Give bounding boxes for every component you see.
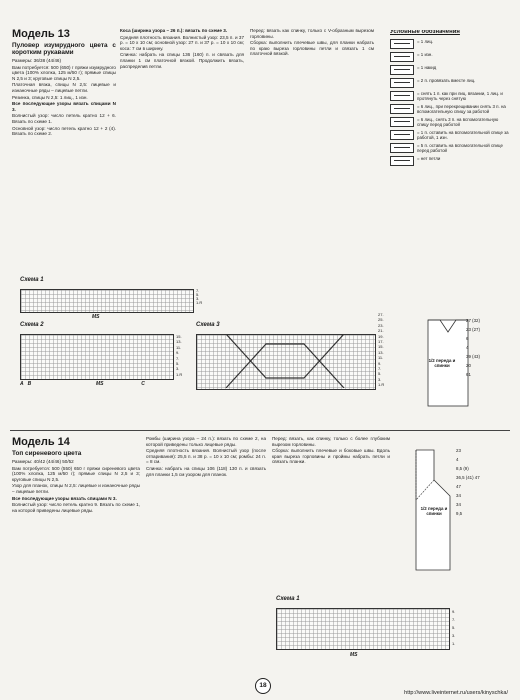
- row-number: 9.: [452, 609, 456, 614]
- row-number: 3.: [176, 366, 180, 372]
- pattern13-label: 1/2 переда и спинки: [428, 358, 456, 368]
- row-number: 3.: [196, 296, 200, 301]
- scheme2-label: Схема 2: [20, 322, 44, 328]
- scheme1-ms: MS: [92, 314, 100, 320]
- legend-symbol-icon: [390, 91, 414, 101]
- scheme2-marks: [20, 381, 170, 387]
- legend-symbol-icon: [390, 104, 414, 114]
- pattern14-diagram: [400, 440, 510, 590]
- model14-wave: Волнистый узор: число петель кратно 9. Вязать по схеме 1, на которой приведены лицевые ряды.: [12, 502, 140, 513]
- legend-symbol-icon: [390, 130, 414, 140]
- row-number: 25.: [378, 317, 384, 323]
- row-number: 11.: [378, 355, 384, 361]
- scheme14-row-numbers: [452, 608, 455, 648]
- legend-item: [390, 52, 510, 62]
- model14-column-2: [146, 436, 266, 672]
- model14-assembly: Сборка: выполнить плечевые и боковые швы. Вдоль края выреза горловины и проймы набрать петли и связать планки.: [272, 448, 390, 465]
- pattern14-dimensions: [456, 446, 480, 518]
- row-number: 34: [456, 493, 461, 498]
- row-number: 17.: [378, 339, 384, 345]
- model13-column-2: [120, 28, 244, 274]
- model13-column-3: [250, 28, 374, 268]
- legend-list: [390, 39, 510, 166]
- legend-item: [390, 91, 510, 101]
- pattern13-dimensions: [466, 316, 480, 379]
- legend-text: = 1 лиц.: [417, 38, 434, 44]
- scheme14-grid: [276, 608, 450, 650]
- model13-sizes: Размеры: 36/38 (44/46): [12, 58, 61, 63]
- row-number: 3.: [452, 633, 456, 638]
- legend: [390, 30, 510, 300]
- model13-rib: Платочная вязка, спицы N 2,5: лицевые и изнаночные ряды – лицевые петли.: [12, 82, 116, 93]
- legend-symbol-icon: [390, 39, 414, 49]
- row-number: 47: [456, 484, 461, 489]
- row-number: 21.: [378, 328, 384, 334]
- row-number: 9,5: [456, 511, 463, 516]
- pattern14-label: 1/2 переда и спинки: [420, 506, 448, 516]
- legend-text: = 2 п. провязать вместе лиц.: [417, 77, 476, 83]
- legend-item: [390, 143, 510, 153]
- pattern13-diagram: [410, 312, 510, 424]
- model13-title: Пуловер изумрудного цвета с коротким рукавами: [12, 42, 116, 56]
- model14-note: Все последующие узоры вязать спицами N 3.: [12, 495, 117, 501]
- legend-text: = 6 лиц., снять 3 п. на вспомогательную спицу перед работой: [417, 116, 499, 127]
- model-divider: [10, 430, 510, 431]
- row-number: 3.: [378, 376, 382, 382]
- model14-materials: Вам потребуется: 500 (550) 650 г пряжи сиреневого цвета (100% хлопка, 125 м/50 г); прямые спицы N 2,5 и 3; круговые спицы N 2,5.: [12, 465, 140, 482]
- model13-front: Перед: вязать как спинку, только с V-образным вырезом горловины.: [250, 28, 374, 39]
- legend-item: [390, 78, 510, 88]
- scheme-mark: A: [20, 381, 24, 387]
- row-number: 4: [466, 345, 469, 350]
- scheme2-row-numbers: [176, 334, 182, 377]
- row-number: 19.: [378, 333, 384, 339]
- footer-url: http://www.liveinternet.ru/users/kinyschka/: [404, 690, 508, 696]
- row-number: 27 (32): [466, 318, 480, 323]
- model13-main: Основной узор: число петель кратно 12 + 2 (4). Вязать по схеме 2.: [12, 125, 116, 137]
- row-number: 11.: [176, 344, 182, 350]
- model14-rhomb: Ромбы (ширина узора – 24 п.): вязать по схеме 2, на которой приведены только лицевые ряды.: [146, 436, 266, 447]
- row-number: 1.R: [196, 300, 203, 305]
- model13-density: Средняя плотность вязания. Волнистый узор: 23,5 п. и 37 р. = 10 х 10 см; основной узор: 27 п. и 37 р. = 10 х 10 см; коса: 7 см в ширину.: [120, 34, 244, 51]
- legend-text: = 6 лиц., при перекрещивании снять 3 п. на вспомогательную спицу за работой: [417, 103, 506, 114]
- row-number: 5.: [378, 371, 382, 377]
- scheme3-cable-pattern: [196, 334, 374, 388]
- model13-heading: Модель 13: [12, 28, 70, 40]
- row-number: 8,5 (9): [456, 466, 469, 471]
- row-number: 27.: [378, 312, 384, 317]
- scheme1-grid: [20, 289, 194, 313]
- model14-heading: Модель 14: [12, 436, 70, 448]
- scheme2-ms: MS: [96, 381, 104, 387]
- row-number: 7.: [378, 366, 382, 372]
- model13-spit: Коса (ширина узора – 26 п.): вязать по схеме 3.: [120, 28, 228, 33]
- scheme2-grid: [20, 334, 174, 380]
- row-number: 9.: [176, 350, 180, 356]
- row-number: 39 (43): [466, 354, 480, 359]
- row-number: 5.: [452, 625, 456, 630]
- legend-item: [390, 130, 510, 140]
- legend-title: Условные обозначения: [390, 30, 460, 35]
- row-number: 1.R: [378, 382, 385, 388]
- row-number: 23 (27): [466, 327, 480, 332]
- legend-symbol-icon: [390, 65, 414, 75]
- model14-column: [12, 436, 140, 672]
- legend-symbol-icon: [390, 78, 414, 88]
- row-number: 23: [456, 448, 461, 453]
- page-number: 18: [255, 678, 271, 694]
- model13-assembly: Сборка: выполнить плечевые швы, для планки набрать по краю выреза горловины петли и связать 1 см платочной вязкой.: [250, 40, 374, 57]
- row-number: 1.: [452, 641, 456, 646]
- row-number: 6: [466, 336, 469, 341]
- scheme3-label: Схема 3: [196, 322, 220, 328]
- model14-back: Спинка: набрать на спицы 106 (118) 130 п. и связать для планки 1,5 см узором для планок.: [146, 465, 266, 477]
- model13-elastic: Резинка, спицы N 2,5: 1 лиц., 1 изн.: [12, 94, 88, 100]
- model14-sizes: Размеры: 40/42 (44/46) 50/52: [12, 459, 74, 464]
- row-number: 13.: [176, 339, 182, 345]
- scheme1-row-numbers: [196, 289, 202, 305]
- row-number: 5.: [196, 292, 200, 297]
- legend-item: [390, 117, 510, 127]
- row-number: 7.: [452, 617, 456, 622]
- legend-text: = 1 изн.: [417, 51, 433, 57]
- model14-column-3: [272, 436, 390, 586]
- legend-symbol-icon: [390, 52, 414, 62]
- row-number: 13.: [378, 349, 384, 355]
- row-number: 20: [466, 363, 471, 368]
- scheme14-ms: MS: [350, 652, 358, 658]
- model14-title: Топ сиреневого цвета: [12, 450, 82, 457]
- row-number: 1.R: [176, 371, 183, 377]
- scheme-mark: C: [141, 381, 145, 387]
- model13-note: Все последующие узоры вязать спицами N 3.: [12, 101, 116, 112]
- legend-text: = нет петли: [417, 155, 441, 161]
- scheme-mark: B: [27, 381, 32, 387]
- legend-item: [390, 156, 510, 166]
- model13-back: Спинка: набрать на спицы 136 (160) п. и связать для планки 1 см платочной вязкой. Продолжить вязать, распределив петли.: [120, 52, 244, 69]
- row-number: 7.: [176, 355, 180, 361]
- scheme1-label: Схема 1: [20, 277, 44, 283]
- row-number: 15.: [176, 334, 182, 339]
- model13-materials: Вам потребуется: 500 (650) г пряжи изумрудного цвета (100% хлопка, 125 м/50 г); прямые спицы N 2,5 и 3; круговые спицы N 2,5.: [12, 64, 116, 81]
- legend-text: = снять 1 п. как при лиц. вязании, 1 лиц. и протянуть через снятую: [417, 90, 503, 101]
- legend-text: = 1 п. оставить на вспомогательной спице за работой, 1 изн.: [417, 129, 509, 140]
- row-number: 7.: [196, 288, 200, 293]
- model14-rib: Узор для планок, спицы N 2,5: лицевые и изнаночные ряды – лицевые петли.: [12, 483, 140, 494]
- row-number: 9.: [378, 360, 382, 366]
- model14-density: Средняя плотность вязания. Волнистый узор (после отпаривания): 25,5 п. и 38 р. = 10 х 10 см; ромбы: 24 п. = 8 см.: [146, 448, 266, 465]
- legend-item: [390, 104, 510, 114]
- legend-text: = 5 п. оставить на вспомогательной спице перед работой: [417, 142, 503, 153]
- row-number: 23.: [378, 322, 384, 328]
- legend-symbol-icon: [390, 117, 414, 127]
- row-number: 61: [466, 372, 471, 377]
- model14-front: Перед: вязать, как спинку, только с более глубоким вырезом горловины.: [272, 436, 390, 447]
- row-number: 15.: [378, 344, 384, 350]
- row-number: 34: [456, 502, 461, 507]
- scheme3-row-numbers: [378, 312, 384, 388]
- legend-item: [390, 65, 510, 75]
- legend-text: = 1 накид: [417, 64, 437, 70]
- legend-item: [390, 39, 510, 49]
- scheme14-label: Схема 1: [276, 596, 300, 602]
- row-number: 4: [456, 457, 459, 462]
- legend-symbol-icon: [390, 143, 414, 153]
- row-number: 5.: [176, 361, 180, 367]
- legend-symbol-icon: [390, 156, 414, 166]
- model13-column: [12, 28, 116, 274]
- row-number: 36,5 (41) 47: [456, 475, 480, 480]
- model13-wave: Волнистый узор: число петель кратно 12 + 6. Вязать по схеме 1.: [12, 113, 116, 124]
